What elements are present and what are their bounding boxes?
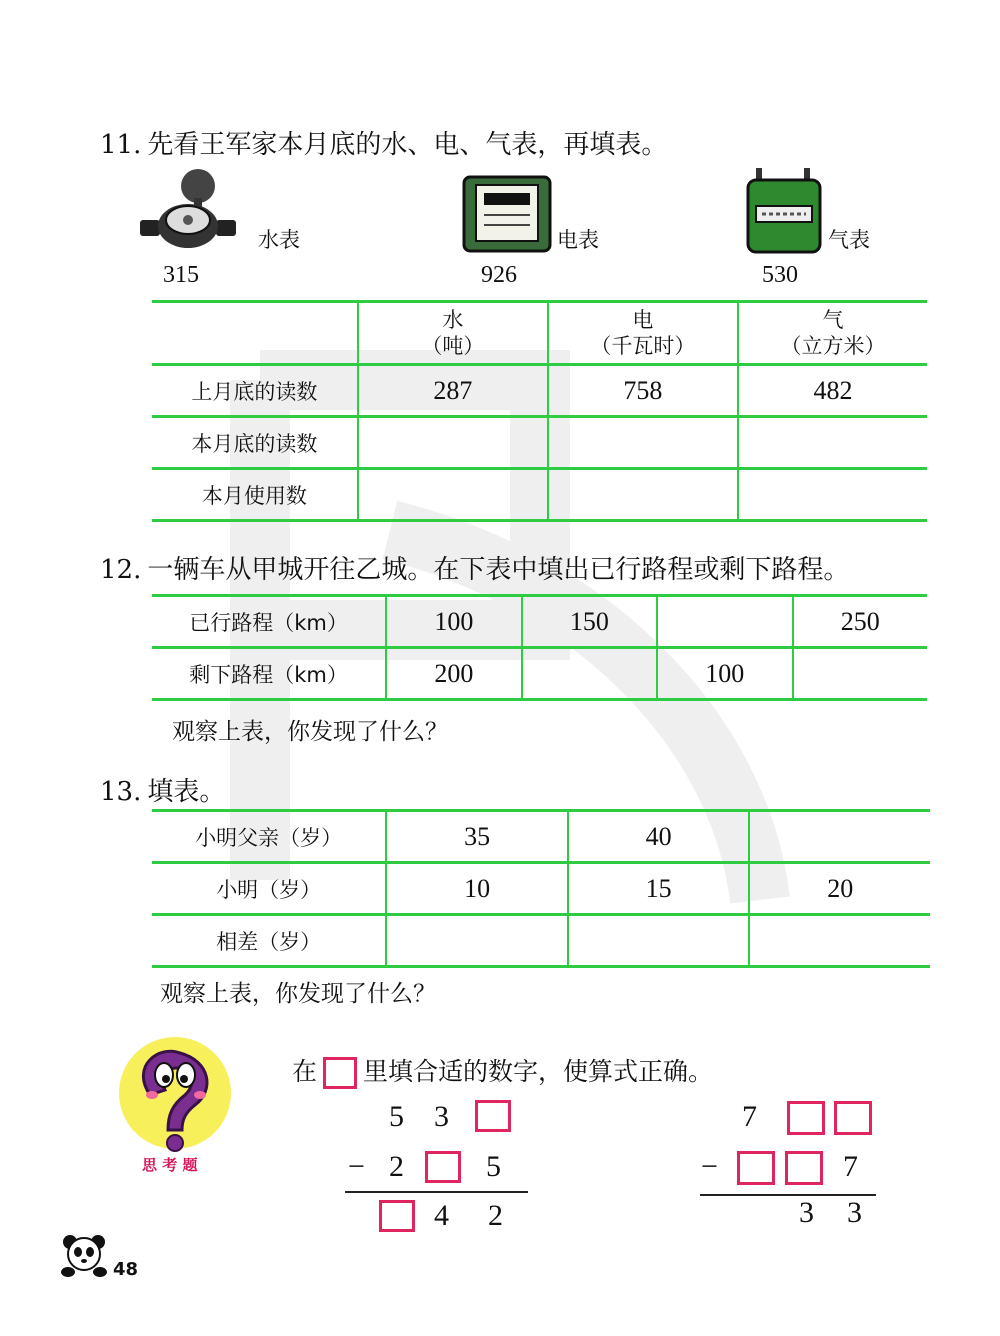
table-row [152, 863, 930, 915]
gas-meter-reading: 530 [762, 262, 798, 288]
table-row [152, 417, 927, 469]
thinking-badge-label: 思 考 题 [142, 1156, 198, 1174]
left-r3-blank-box[interactable] [379, 1200, 415, 1232]
q13-title [100, 771, 225, 808]
answer-cell[interactable] [749, 915, 930, 967]
right-r3-d2: 3 [799, 1196, 814, 1229]
question-mascot-icon [110, 1035, 240, 1155]
answer-cell[interactable] [548, 417, 738, 469]
right-r2-blank-box-2[interactable] [785, 1151, 823, 1185]
table-cell: 758 [548, 365, 738, 417]
right-r1-blank-box-2[interactable] [834, 1101, 872, 1135]
table-row [152, 811, 930, 863]
electric-meter-icon [462, 175, 552, 255]
q11-corner-cell [152, 302, 358, 365]
table-row [152, 915, 930, 967]
table-cell: 10 [386, 863, 568, 915]
answer-cell[interactable] [358, 469, 548, 521]
sample-box-icon [323, 1057, 357, 1089]
table-cell: 287 [358, 365, 548, 417]
gas-meter-label: 气表 [828, 228, 870, 252]
q13-number: 13. [100, 777, 142, 807]
q12-text: 一辆车从甲城开往乙城。在下表中填出已行路程或剩下路程。 [147, 555, 850, 585]
q11-header-row [152, 302, 927, 365]
left-r2-blank-box[interactable] [425, 1151, 461, 1183]
row-label: 小明（岁） [152, 863, 386, 915]
row-label: 小明父亲（岁） [152, 811, 386, 863]
row-label: 已行路程（km） [152, 596, 386, 648]
table-row [152, 648, 927, 700]
left-minus-sign: − [348, 1150, 365, 1183]
row-label: 剩下路程（km） [152, 648, 386, 700]
table-cell: 200 [386, 648, 521, 700]
row-label: 相差（岁） [152, 915, 386, 967]
table-cell: 40 [568, 811, 750, 863]
right-r2-blank-box-1[interactable] [737, 1151, 775, 1185]
answer-cell[interactable] [738, 417, 927, 469]
prompt-prefix: 在 [292, 1057, 318, 1086]
q12-title [100, 549, 849, 586]
row-label: 上月底的读数 [152, 365, 358, 417]
answer-cell[interactable] [522, 648, 657, 700]
table-cell: 35 [386, 811, 568, 863]
left-r1-blank-box[interactable] [475, 1100, 511, 1132]
answer-cell[interactable] [568, 915, 750, 967]
table-cell: 150 [522, 596, 657, 648]
right-minus-sign: − [701, 1150, 718, 1183]
q11-text: 先看王军家本月底的水、电、气表，再填表。 [147, 130, 668, 160]
electric-meter-reading: 926 [481, 262, 517, 288]
answer-cell[interactable] [738, 469, 927, 521]
thinking-prompt [292, 1052, 713, 1089]
table-cell: 250 [793, 596, 927, 648]
left-sum-line [345, 1191, 528, 1193]
table-cell: 15 [568, 863, 750, 915]
right-r2-d3: 7 [843, 1150, 858, 1183]
right-r3-d3: 3 [847, 1196, 862, 1229]
q13-table [152, 809, 930, 968]
prompt-suffix: 里填合适的数字，使算式正确。 [363, 1057, 714, 1086]
table-cell: 100 [657, 648, 792, 700]
answer-cell[interactable] [793, 648, 927, 700]
left-r3-d3: 2 [488, 1199, 503, 1232]
right-r1-d1: 7 [742, 1100, 757, 1133]
table-row [152, 596, 927, 648]
table-row [152, 469, 927, 521]
table-cell: 20 [749, 863, 930, 915]
q11-header-electric: 电 （千瓦时） [548, 302, 738, 365]
answer-cell[interactable] [386, 915, 568, 967]
water-meter-reading: 315 [163, 262, 199, 288]
left-r1-d2: 3 [434, 1100, 449, 1133]
q11-header-water: 水 （吨） [358, 302, 548, 365]
water-meter-label: 水表 [258, 228, 300, 252]
answer-cell[interactable] [657, 596, 792, 648]
q11-table [152, 300, 927, 522]
answer-cell[interactable] [548, 469, 738, 521]
answer-cell[interactable] [749, 811, 930, 863]
q11-number: 11. [100, 130, 142, 160]
left-r2-d1: 2 [389, 1150, 404, 1183]
q13-text: 填表。 [147, 777, 226, 807]
left-r1-d1: 5 [389, 1100, 404, 1133]
row-label: 本月使用数 [152, 469, 358, 521]
left-r2-d3: 5 [486, 1150, 501, 1183]
q13-observe-prompt: 观察上表，你发现了什么？ [160, 981, 436, 1007]
table-cell: 482 [738, 365, 927, 417]
q11-title [100, 124, 667, 161]
water-meter-icon [138, 168, 238, 258]
page-number: 48 [113, 1259, 139, 1280]
electric-meter-label: 电表 [557, 228, 599, 252]
left-r3-d2: 4 [434, 1199, 449, 1232]
q12-table [152, 594, 927, 701]
answer-cell[interactable] [358, 417, 548, 469]
gas-meter-icon [742, 168, 827, 256]
q12-observe-prompt: 观察上表，你发现了什么？ [172, 719, 448, 745]
panda-icon [58, 1232, 110, 1282]
q12-number: 12. [100, 555, 142, 585]
table-row [152, 365, 927, 417]
right-r1-blank-box-1[interactable] [787, 1101, 825, 1135]
q11-header-gas: 气 （立方米） [738, 302, 927, 365]
row-label: 本月底的读数 [152, 417, 358, 469]
table-cell: 100 [386, 596, 521, 648]
